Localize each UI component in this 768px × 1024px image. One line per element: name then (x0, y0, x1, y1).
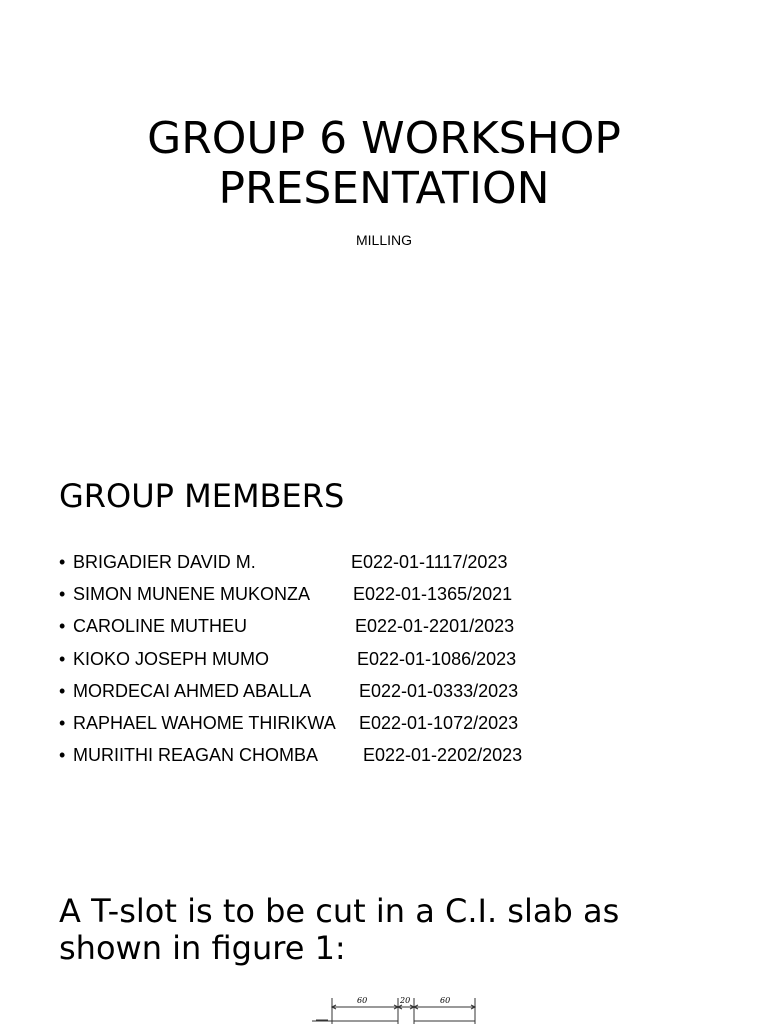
members-heading: GROUP MEMBERS (59, 477, 345, 515)
figure-dim-3: 60 (440, 996, 451, 1005)
member-name: CAROLINE MUTHEU (73, 616, 248, 637)
question-line-2: shown in figure 1: (59, 929, 346, 967)
bullet-icon: • (59, 712, 66, 733)
member-name: SIMON MUNENE MUKONZA (73, 584, 311, 605)
slide-subtitle: MILLING (355, 232, 412, 248)
member-id: E022-01-1072/2023 (359, 712, 519, 733)
bullet-icon: • (59, 680, 66, 701)
question-line-1: A T-slot is to be cut in a C.I. slab as (59, 892, 620, 930)
member-item (59, 582, 522, 614)
member-item (59, 550, 522, 582)
slide-title (0, 114, 768, 214)
title-line-1: GROUP 6 WORKSHOP (147, 113, 621, 164)
member-item (59, 679, 522, 711)
figure-dim-2: 20 (400, 996, 411, 1005)
member-id: E022-01-2202/2023 (363, 745, 523, 766)
member-name: MORDECAI AHMED ABALLA (73, 680, 312, 701)
member-name: RAPHAEL WAHOME THIRIKWA (73, 712, 336, 733)
bullet-icon: • (59, 648, 66, 669)
member-id: E022-01-1365/2021 (353, 584, 513, 605)
bullet-icon: • (59, 616, 66, 637)
member-id: E022-01-1086/2023 (357, 648, 517, 669)
member-name: KIOKO JOSEPH MUMO (73, 648, 270, 669)
member-name: BRIGADIER DAVID M. (73, 552, 256, 572)
member-id: E022-01-1117/2023 (351, 552, 508, 572)
title-line-2: PRESENTATION (218, 163, 550, 214)
bullet-icon: • (59, 552, 66, 572)
member-id: E022-01-0333/2023 (359, 680, 519, 701)
member-name: MURIITHI REAGAN CHOMBA (73, 745, 319, 766)
member-item (59, 743, 522, 775)
t-slot-figure (300, 992, 500, 1024)
member-item (59, 647, 522, 679)
members-list (59, 550, 522, 775)
figure-dim-1: 60 (357, 996, 368, 1005)
bullet-icon: • (59, 745, 66, 766)
member-id: E022-01-2201/2023 (355, 616, 515, 637)
member-item (59, 711, 522, 743)
bullet-icon: • (59, 584, 66, 605)
member-item (59, 614, 522, 646)
question-text (59, 893, 739, 967)
